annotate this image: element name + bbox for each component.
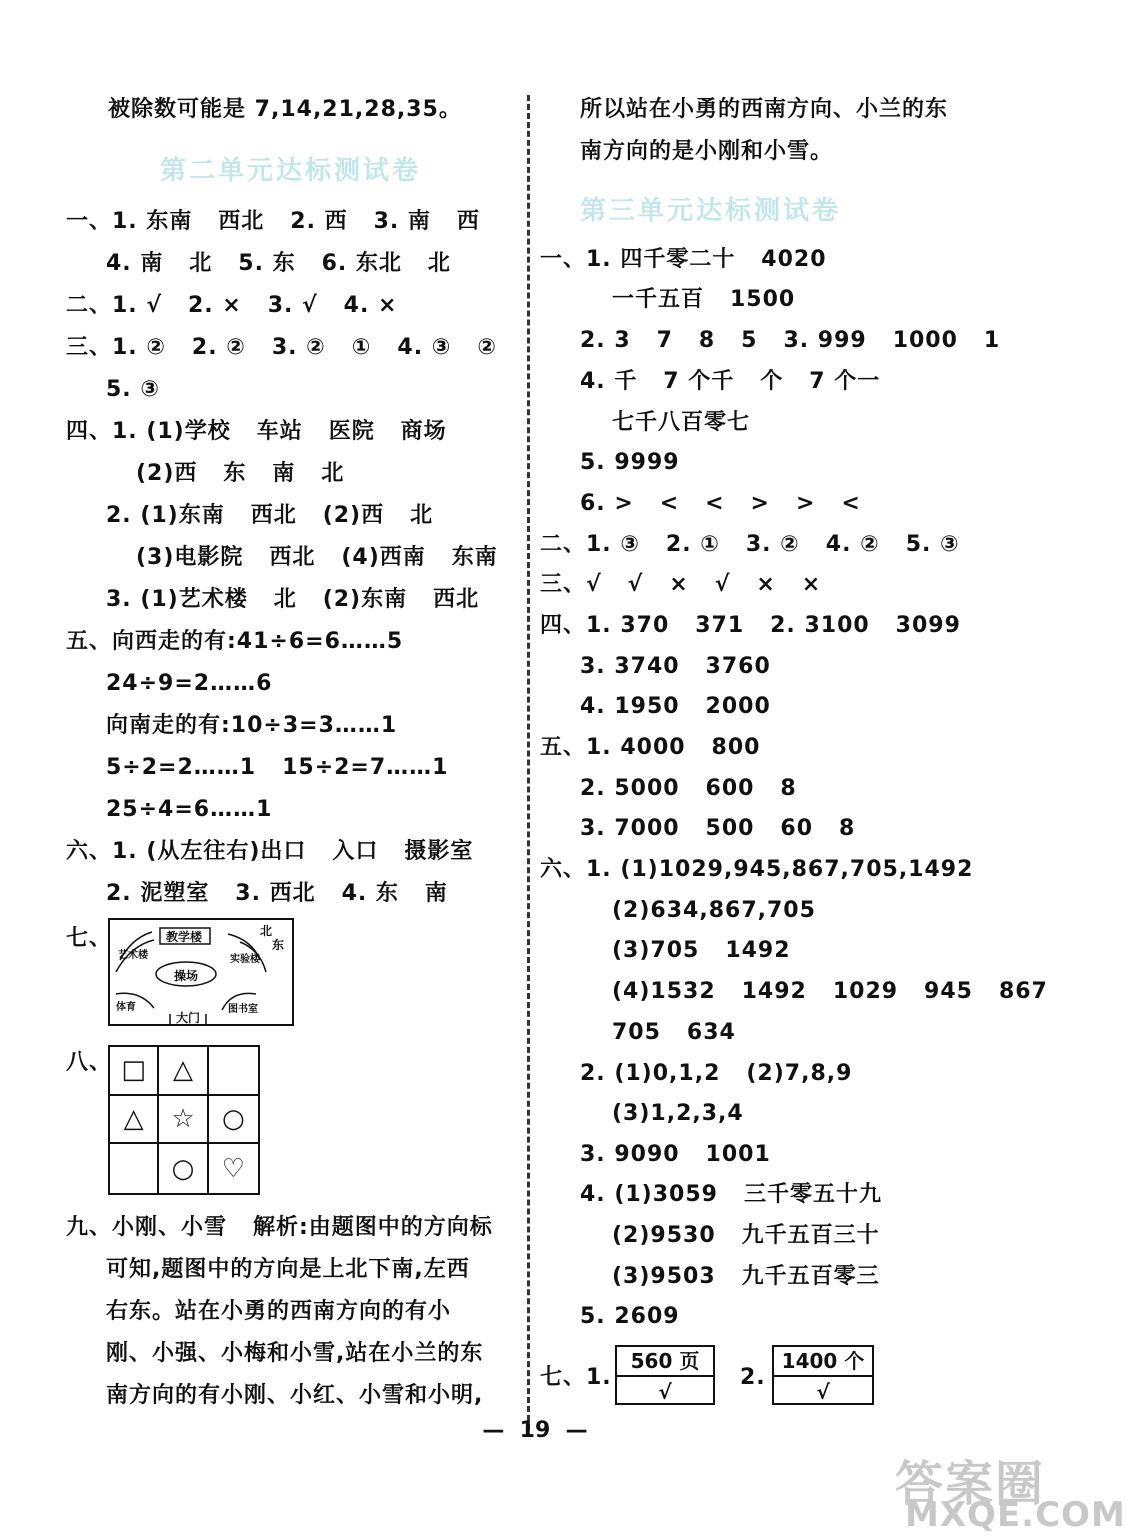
right-line-18: (2)634,867,705 bbox=[612, 898, 816, 923]
map-label-playground: 操场 bbox=[174, 969, 199, 983]
grid-cell-1: □ bbox=[110, 1047, 159, 1096]
watermark-logo: 答案圈 bbox=[895, 1456, 1046, 1512]
right-line-19: (3)705 1492 bbox=[612, 938, 791, 963]
right-line-14: 五、1. 4000 800 bbox=[540, 735, 761, 760]
right-line-27: (3)9503 九千五百零三 bbox=[612, 1264, 880, 1289]
left-line-8: 2. (1)东南 西北 (2)西 北 bbox=[106, 503, 434, 528]
answer-box-pages-value: 560 页 bbox=[617, 1347, 713, 1377]
map-label-sports: 体育 bbox=[116, 1002, 136, 1013]
left-line-3: 二、1. √ 2. × 3. √ 4. × bbox=[66, 293, 398, 318]
grid-cell-6: ○ bbox=[209, 1096, 258, 1145]
right-line-25: 4. (1)3059 三千零五十九 bbox=[580, 1182, 882, 1207]
left-line-12: 24÷9=2……6 bbox=[106, 671, 273, 696]
right-line-13: 4. 1950 2000 bbox=[580, 694, 771, 719]
map-compass-north: 北 bbox=[260, 924, 273, 938]
right-line-26: (2)9530 九千五百三十 bbox=[612, 1223, 880, 1248]
left-line-15: 25÷4=6……1 bbox=[106, 797, 273, 822]
right-line-9: 二、1. ③ 2. ① 3. ② 4. ② 5. ③ bbox=[540, 532, 960, 557]
right-line-23: (3)1,2,3,4 bbox=[612, 1101, 744, 1126]
map-label-lab-building: 实验楼 bbox=[230, 954, 260, 965]
right-section-heading: 第三单元达标测试卷 bbox=[580, 196, 842, 226]
left-line-18: 九、小刚、小雪 解析:由题图中的方向标 bbox=[66, 1215, 493, 1240]
left-line-6: 四、1. (1)学校 车站 医院 商场 bbox=[66, 419, 447, 444]
left-line-9: (3)电影院 西北 (4)西南 东南 bbox=[136, 545, 498, 570]
left-line-0: 被除数可能是 7,14,21,28,35。 bbox=[108, 97, 462, 122]
right-line-6: 七千八百零七 bbox=[612, 410, 751, 435]
right-seven-label: 七、1. bbox=[540, 1365, 612, 1390]
right-line-3: 一千五百 1500 bbox=[612, 287, 796, 312]
right-line-10: 三、√ √ × √ × × bbox=[540, 572, 822, 597]
label-seven: 七、 bbox=[66, 926, 113, 951]
map-label-teaching-building: 教学楼 bbox=[166, 930, 203, 944]
grid-cell-4: △ bbox=[110, 1096, 159, 1145]
grid-cell-3 bbox=[209, 1047, 258, 1096]
right-line-17: 六、1. (1)1029,945,867,705,1492 bbox=[540, 857, 974, 882]
left-line-4: 三、1. ② 2. ② 3. ② ① 4. ③ ② bbox=[66, 335, 497, 360]
answer-box-pages-check: √ bbox=[658, 1380, 672, 1404]
grid-cell-8: ○ bbox=[159, 1144, 208, 1193]
right-line-7: 5. 9999 bbox=[580, 450, 680, 475]
grid-cell-7 bbox=[110, 1144, 159, 1193]
right-seven-two-label: 2. bbox=[740, 1365, 766, 1390]
left-line-19: 可知,题图中的方向是上北下南,左西 bbox=[106, 1257, 470, 1282]
left-line-14: 5÷2=2……1 15÷2=7……1 bbox=[106, 755, 449, 780]
map-label-gate: 大门 bbox=[176, 1011, 201, 1025]
right-line-1: 南方向的是小刚和小雪。 bbox=[580, 139, 834, 164]
left-line-10: 3. (1)艺术楼 北 (2)东南 西北 bbox=[106, 587, 480, 612]
map-compass-east: 东 bbox=[272, 938, 285, 952]
right-line-5: 4. 千 7 个千 个 7 个一 bbox=[580, 369, 881, 394]
right-line-4: 2. 3 7 8 5 3. 999 1000 1 bbox=[580, 328, 1001, 353]
answer-box-count-check: √ bbox=[816, 1380, 830, 1404]
answer-box-pages bbox=[615, 1345, 715, 1405]
page-number: — 19 — bbox=[482, 1418, 588, 1443]
left-section-heading: 第二单元达标测试卷 bbox=[160, 156, 422, 186]
answer-box-count-value: 1400 个 bbox=[774, 1347, 872, 1377]
right-line-22: 2. (1)0,1,2 (2)7,8,9 bbox=[580, 1061, 853, 1086]
grid-cell-9: ♡ bbox=[221, 1153, 245, 1184]
symbol-grid bbox=[108, 1045, 260, 1195]
right-line-16: 3. 7000 500 60 8 bbox=[580, 816, 856, 841]
right-line-2: 一、1. 四千零二十 4020 bbox=[540, 247, 827, 272]
column-divider bbox=[527, 95, 530, 1430]
left-line-22: 南方向的有小刚、小红、小雪和小明, bbox=[106, 1383, 484, 1408]
grid-cell-5: ☆ bbox=[159, 1096, 208, 1145]
right-line-21: 705 634 bbox=[612, 1020, 736, 1045]
right-line-8: 6. > < < > > < bbox=[580, 491, 861, 516]
left-line-1: 一、1. 东南 西北 2. 西 3. 南 西 bbox=[66, 209, 480, 234]
left-line-5: 5. ③ bbox=[106, 377, 160, 402]
label-eight: 八、 bbox=[66, 1050, 113, 1075]
left-line-2: 4. 南 北 5. 东 6. 东北 北 bbox=[106, 251, 451, 276]
left-line-13: 向南走的有:10÷3=3……1 bbox=[106, 713, 398, 738]
left-line-21: 刚、小强、小梅和小雪,站在小兰的东 bbox=[106, 1341, 484, 1366]
right-line-20: (4)1532 1492 1029 945 867 bbox=[612, 979, 1048, 1004]
left-line-11: 五、向西走的有:41÷6=6……5 bbox=[66, 629, 404, 654]
right-line-11: 四、1. 370 371 2. 3100 3099 bbox=[540, 613, 961, 638]
right-line-12: 3. 3740 3760 bbox=[580, 654, 771, 679]
right-line-24: 3. 9090 1001 bbox=[580, 1142, 771, 1167]
left-line-7: (2)西 东 南 北 bbox=[136, 461, 345, 486]
campus-map bbox=[108, 918, 294, 1026]
watermark-site: MXQE.COM bbox=[905, 1495, 1126, 1535]
left-line-17: 2. 泥塑室 3. 西北 4. 东 南 bbox=[106, 881, 448, 906]
right-line-28: 5. 2609 bbox=[580, 1304, 680, 1329]
right-line-15: 2. 5000 600 8 bbox=[580, 776, 797, 801]
left-line-20: 右东。站在小勇的西南方向的有小 bbox=[106, 1299, 452, 1324]
answer-box-count bbox=[772, 1345, 874, 1405]
grid-cell-2: △ bbox=[159, 1047, 208, 1096]
map-label-art-building: 艺术楼 bbox=[118, 950, 148, 961]
right-line-0: 所以站在小勇的西南方向、小兰的东 bbox=[580, 97, 949, 122]
left-line-16: 六、1. (从左往右)出口 入口 摄影室 bbox=[66, 839, 474, 864]
map-label-library: 图书室 bbox=[228, 1004, 258, 1015]
